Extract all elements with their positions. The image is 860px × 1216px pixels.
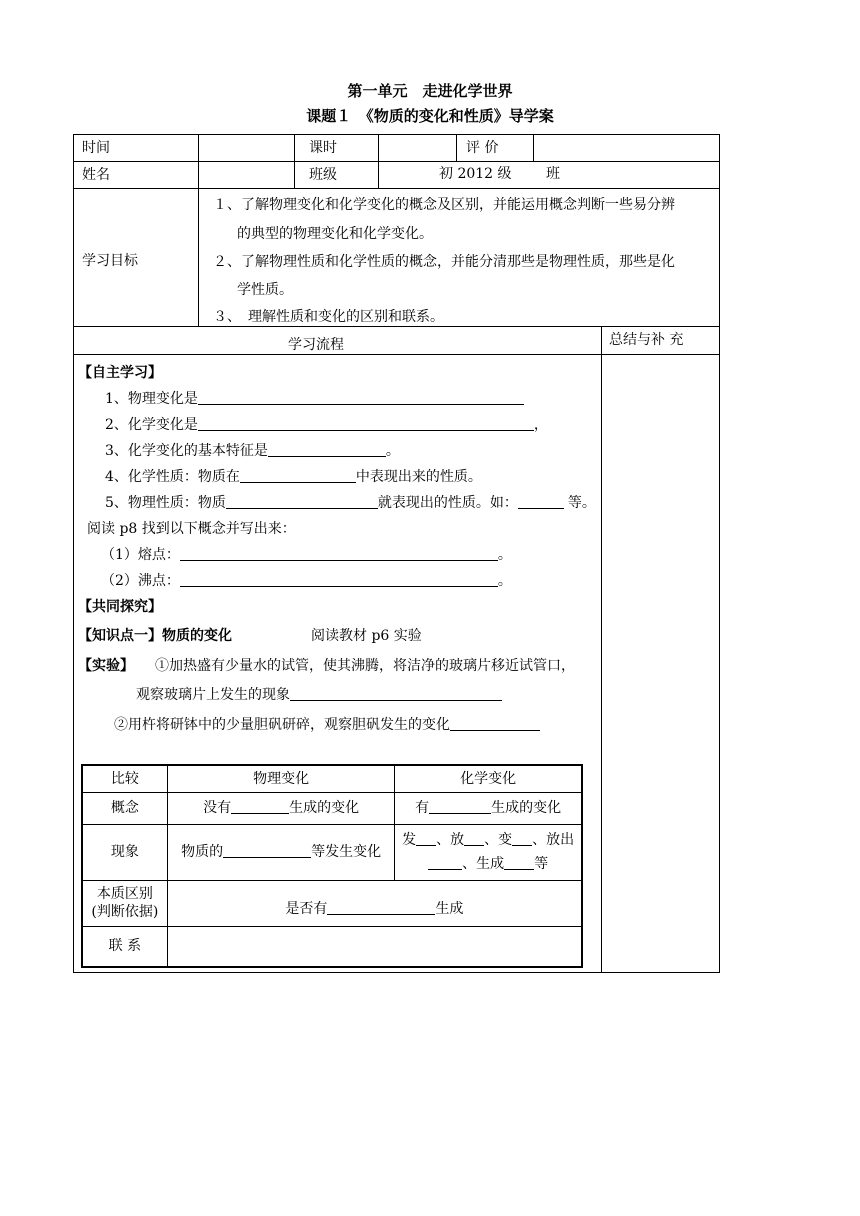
- concept-chemical: [395, 792, 582, 824]
- question-4: [105, 468, 482, 486]
- phenomenon-chemical: [395, 824, 582, 880]
- melting-point-label: （1）熔点：: [101, 547, 180, 563]
- experiment-2-text: ②用杵将研钵中的少量胆矾研碎，观察胆矾发生的变化: [114, 717, 450, 733]
- melting-point: [101, 546, 512, 564]
- process-header: 学习流程: [288, 337, 344, 353]
- time-label: 时间: [82, 140, 110, 156]
- experiment-1-line-2: [136, 686, 502, 704]
- objective-2-line-1: ２、了解物理性质和化学性质的概念，并能分清那些是物理性质，那些是化: [213, 254, 675, 270]
- boiling-point: [101, 572, 512, 590]
- phen-chem-4: 、放出: [532, 832, 575, 848]
- concept-physical-blank[interactable]: [231, 799, 289, 814]
- experiment-2: [114, 716, 540, 734]
- read-instruction: 阅读 p8 找到以下概念并写出来：: [87, 521, 296, 537]
- lesson-title: 课题１ 《物质的变化和性质》导学案: [306, 107, 554, 125]
- question-3-text: 3、化学变化的基本特征是: [105, 443, 268, 459]
- explore-heading: 【共同探究】: [78, 599, 162, 615]
- phen-chem-1: 发: [402, 832, 417, 848]
- experiment-1-blank[interactable]: [290, 686, 502, 701]
- answer-blank-5a[interactable]: [226, 494, 378, 509]
- rating-label: 评 价: [466, 140, 499, 156]
- phen-chem-blank-1[interactable]: [416, 831, 436, 846]
- name-label: 姓名: [82, 167, 110, 183]
- chemical-change-header: 化学变化: [395, 765, 582, 792]
- phenomenon-physical: [167, 824, 395, 880]
- melting-point-blank[interactable]: [180, 546, 498, 561]
- summary-header: 总结与补 充: [609, 332, 684, 348]
- question-4-text-b: 中表现出来的性质。: [355, 469, 482, 485]
- concept-label: 概念: [82, 792, 167, 824]
- period-label: 课时: [309, 140, 337, 156]
- essence-content: [167, 880, 582, 926]
- self-study-heading: 【自主学习】: [78, 365, 162, 381]
- experiment-1-text: 观察玻璃片上发生的现象: [136, 687, 290, 703]
- phen-chem-3: 、变: [484, 832, 513, 848]
- essence-a: 是否有: [285, 901, 328, 917]
- relation-content[interactable]: [167, 926, 582, 967]
- relation-label: 联 系: [82, 926, 167, 967]
- question-2-text: 2、化学变化是: [105, 417, 198, 433]
- essence-blank[interactable]: [327, 900, 435, 915]
- experiment-1-line-1: ①加热盛有少量水的试管，使其沸腾，将洁净的玻璃片移近试管口，: [155, 658, 575, 674]
- phen-chem-blank-5[interactable]: [504, 855, 534, 870]
- answer-blank-2[interactable]: [198, 416, 534, 431]
- question-5: [105, 494, 596, 512]
- phen-chem-6: 等: [534, 856, 549, 872]
- question-5-text-c: 等。: [567, 495, 596, 511]
- answer-blank-1[interactable]: [198, 390, 524, 405]
- question-1-text: 1、物理变化是: [105, 391, 198, 407]
- concept-chemical-blank[interactable]: [429, 799, 491, 814]
- concept-physical-a: 没有: [203, 800, 232, 816]
- objective-3: ３、 理解性质和变化的区别和联系。: [213, 309, 444, 325]
- answer-blank-3[interactable]: [268, 442, 386, 457]
- question-3: [105, 442, 400, 460]
- question-1: [105, 390, 524, 408]
- essence-label: [82, 880, 167, 926]
- knowledge-point-title: 【知识点一】物质的变化: [78, 628, 232, 644]
- question-2: [105, 416, 548, 434]
- comparison-table: [81, 764, 583, 968]
- question-4-text-a: 4、化学性质：物质在: [105, 469, 240, 485]
- phen-chem-5: 、生成: [462, 856, 505, 872]
- phen-chem-blank-3[interactable]: [512, 831, 532, 846]
- unit-title: 第一单元 走进化学世界: [347, 82, 513, 100]
- experiment-label: 【实验】: [78, 658, 134, 674]
- question-3-end: 。: [385, 443, 400, 459]
- compare-header: 比较: [82, 765, 167, 792]
- grade-text: 初 2012 级: [439, 166, 512, 182]
- experiment-2-blank[interactable]: [450, 716, 540, 731]
- objective-1-line-2: 的典型的物理变化和化学变化。: [237, 226, 433, 242]
- objectives-label: 学习目标: [82, 253, 138, 269]
- essence-label-line-2: (判断依据): [91, 904, 159, 920]
- objective-1-line-1: １、了解物理变化和化学变化的概念及区别，并能运用概念判断一些易分辨: [213, 197, 675, 213]
- question-5-text-a: 5、物理性质：物质: [105, 495, 226, 511]
- concept-physical: [167, 792, 395, 824]
- question-5-text-b: 就表现出的性质。如：: [377, 495, 518, 511]
- concept-chemical-b: 生成的变化: [491, 800, 562, 816]
- class-suffix: 班: [546, 166, 560, 182]
- objective-2-line-2: 学性质。: [237, 282, 293, 298]
- phen-chem-blank-4[interactable]: [428, 855, 462, 870]
- essence-b: 生成: [435, 901, 464, 917]
- phen-chem-2: 、放: [436, 832, 465, 848]
- boiling-point-blank[interactable]: [180, 572, 498, 587]
- phenomenon-physical-b: 等发生变化: [311, 844, 382, 860]
- boiling-point-label: （2）沸点：: [101, 573, 180, 589]
- concept-chemical-a: 有: [415, 800, 430, 816]
- phenomenon-physical-a: 物质的: [181, 844, 224, 860]
- knowledge-point-reading: 阅读教材 p6 实验: [311, 628, 422, 644]
- question-2-end: ，: [533, 417, 548, 433]
- phenomenon-label: 现象: [82, 824, 167, 880]
- phenomenon-physical-blank[interactable]: [223, 843, 311, 858]
- concept-physical-b: 生成的变化: [289, 800, 360, 816]
- phen-chem-blank-2[interactable]: [464, 831, 484, 846]
- essence-label-line-1: 本质区别: [96, 886, 153, 902]
- boiling-point-end: 。: [497, 573, 512, 589]
- physical-change-header: 物理变化: [167, 765, 395, 792]
- melting-point-end: 。: [497, 547, 512, 563]
- answer-blank-4[interactable]: [240, 468, 356, 483]
- class-label: 班级: [309, 167, 337, 183]
- answer-blank-5b[interactable]: [518, 494, 564, 509]
